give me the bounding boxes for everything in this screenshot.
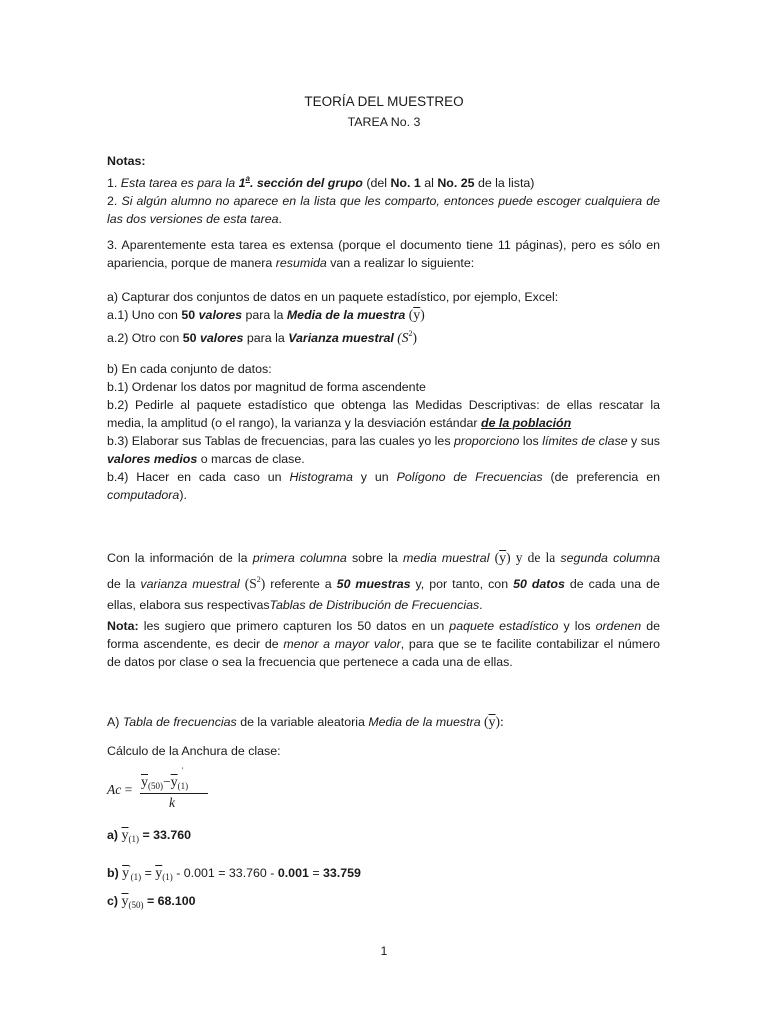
section-b: b) En cada conjunto de datos: b.1) Ordenar los datos por magnitud de forma ascendente b.2) Pedirle al paquete estadístico que obtenga las Medidas Descriptivas: de ellas rescatar la media, la amplitud (o el rango), la varianza y la desviación estándar de la población b.3) Elaborar sus Tablas de frecuencias, para las cuales yo les proporciono los límites de clase y sus valores medios o marcas de clase. b.4) Hacer en cada caso un Histograma y un Polígono de Frecuencias (de preferencia en computadora). <box>107 362 661 502</box>
note-1: 1. Esta tarea es para la 1$^a$. sección del grupo (del No. 1 al No. 25 de la lista) <box>107 174 535 190</box>
page-number: 1 <box>380 944 388 958</box>
calc-heading: Cálculo de la Anchura de clase: <box>107 744 281 758</box>
class-width-formula: Ac = $\overline{y}_{(50)}-\overline{y}_{(1)}$ ' k <box>107 772 307 820</box>
item-b1: b.1) Ordenar los datos por magnitud de forma ascendente <box>107 380 426 394</box>
instructions-paragraph: Con la información de la primera columna sobre la media muestral $(\overline{y})$ y de la segunda columna de la varianza muestral $(S^2)$ referente a 50 muestras y, por tanto, con 50 datos de cada una de ellas, elabora sus respectivasTablas de Distribución de Frecuencias. <box>107 550 660 612</box>
item-b2-cont: media, la amplitud (o el rango), la varianza y la desviación estándar de la población <box>107 416 572 430</box>
item-b2: b.2) Pedirle al paquete estadístico que obtenga las Medidas Descriptivas: de ellas rescatar la <box>107 398 660 412</box>
note-2-cont: las dos versiones de esta tarea. <box>107 212 282 226</box>
note-paragraph: Nota: les sugiero que primero capturen los 50 datos en un paquete estadístico y los ordenen de forma ascendente, es decir de menor a mayor valor, para que se te facilite contabilizar el número de datos por clase o sea la frecuencia que pertenece a cada una de ellas. <box>107 619 661 669</box>
calc-item-b: b) $\overline{y}'_{(1)} = \overline{y}_{(1)} - 0.001 = 33.760 - 0.001 = 33.759$ <box>107 864 361 882</box>
note-3: 3. Aparentemente esta tarea es extensa (porque el documento tiene 11 páginas), pero es sólo en apariencia, porque de manera resumida van a realizar lo siguiente: <box>107 238 660 270</box>
document-title: TEORÍA DEL MUESTREO <box>304 94 464 109</box>
notes-section <box>107 152 660 228</box>
calc-item-c: c) $\overline{y}_{(50)} = 68.100$ <box>107 894 196 910</box>
item-a2: a.2) Otro con 50 valores para la Varianza muestral $(S^2)$ <box>107 329 418 345</box>
notes-heading: Notas: <box>107 154 146 168</box>
item-a1: a.1) Uno con 50 valores para la Media de la muestra $(\overline{y})$ <box>107 307 425 323</box>
item-b3-cont: valores medios o marcas de clase. <box>107 452 305 466</box>
item-b4: b.4) Hacer en cada caso un Histograma y un Polígono de Frecuencias (de preferencia en <box>107 470 661 484</box>
table-a-heading: A) Tabla de frecuencias de la variable aleatoria Media de la muestra $(\overline{y})$: <box>107 714 504 730</box>
calc-item-a: a) $\overline{y}_{(1)} = 33.760$ <box>107 828 192 844</box>
document-subtitle: TAREA No. 3 <box>347 115 421 129</box>
item-b4-cont: computadora). <box>107 488 187 502</box>
item-b3: b.3) Elaborar sus Tablas de frecuencias, para las cuales yo les proporciono los límites de clase y sus <box>107 434 660 448</box>
section-a: a) Capturar dos conjuntos de datos en un paquete estadístico, por ejemplo, Excel: a.1) Uno con 50 valores para la Media de la muestra $(\overline{y})$ a.2) Otro con 50 valores para la Varianza muestral $(S^2)$ <box>107 288 660 347</box>
note-2: 2. Si algún alumno no aparece en la lista que les comparto, entonces puede escoger cualquiera de <box>107 194 660 208</box>
